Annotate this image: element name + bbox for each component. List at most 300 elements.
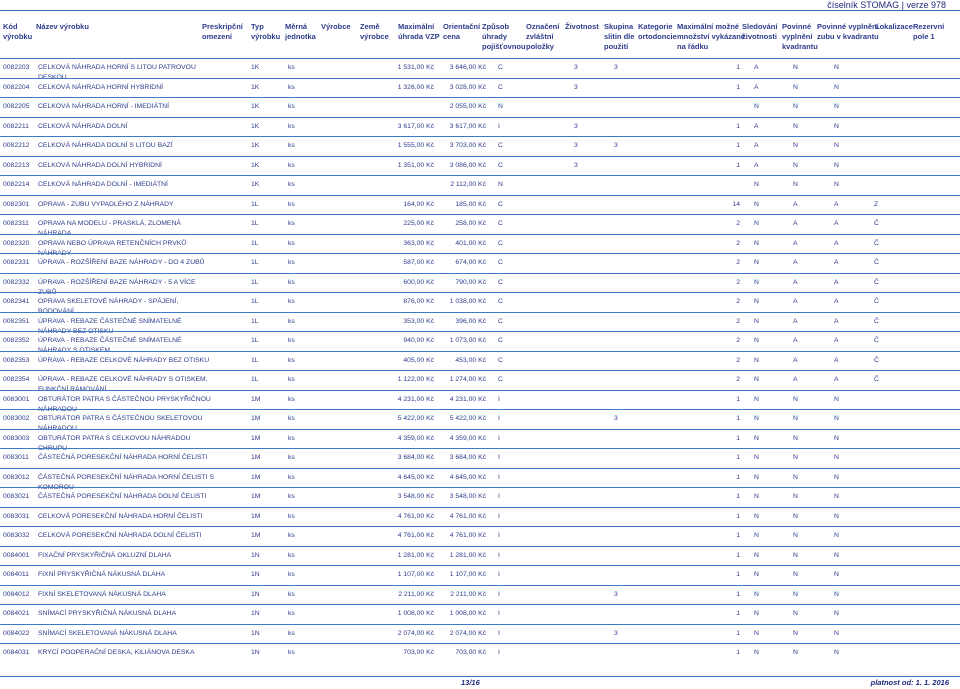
cell-nazev: OBTURÁTOR PATRA S ČÁSTEČNOU SKELETOVOU NÁHRADOU (38, 415, 203, 432)
cell-max: 14 (732, 200, 740, 208)
cell-max: 1 (736, 434, 740, 442)
cell-zub: A (834, 278, 839, 286)
cell-sledovani: N (754, 415, 759, 422)
cell-nazev: CELKOVÁ NÁHRADA HORNÍ - IMEDIÁTNÍ (38, 103, 170, 110)
cell-nazev: CELKOVÁ PORESEKČNÍ NÁHRADA DOLNÍ ČELISTI (38, 532, 202, 539)
table-row (0, 643, 960, 664)
cell-nazev: ČÁSTEČNÁ PORESEKČNÍ NÁHRADA DOLNÍ ČELISTI (38, 493, 207, 500)
cell-cena: 3 548,00 Kč (449, 493, 486, 500)
cell-cena: 1 073,00 Kč (449, 337, 486, 344)
cell-max: 1 (736, 395, 740, 403)
cell-max: 1 (736, 610, 740, 617)
cell-max: 2 (736, 220, 740, 227)
cell-nazev: FIXAČNÍ PRYSKYŘIČNÁ OKLUZNÍ DLAHA (38, 551, 172, 559)
cell-max: 1 (736, 142, 740, 149)
cell-max: 1 (736, 512, 740, 520)
page-number: 13/16 (461, 678, 480, 687)
cell-nazev: OPRAVA NA MODELU - PRASKLÁ, ZLOMENÁ NÁHRADA (38, 220, 181, 237)
cell-typ: 1K (251, 122, 260, 130)
cell-mj: ks (288, 259, 295, 266)
cell-max: 1 (736, 83, 740, 91)
cell-uhrada: 405,00 Kč (403, 356, 434, 364)
cell-typ: 1M (251, 454, 261, 461)
cell-kod: 0083012 (3, 473, 30, 481)
cell-uhrada: 4 761,00 Kč (397, 532, 434, 539)
cell-mj: ks (288, 298, 295, 305)
cell-max: 1 (736, 122, 740, 130)
col-header-uhrada: Maximální úhrada VZP (398, 22, 440, 41)
cell-kod: 0084021 (3, 610, 30, 617)
cell-typ: 1L (251, 239, 259, 247)
cell-rezerva: Č (874, 239, 879, 247)
cell-cena: 4 231,00 Kč (449, 395, 486, 403)
cell-nazev: ÚPRAVA - REBAZE ČÁSTEČNÉ SNÍMATELNÉ NÁHRADY S OTISKEM (38, 337, 182, 354)
table-row (0, 117, 960, 138)
cell-kod: 0083001 (3, 395, 30, 403)
cell-max: 2 (736, 317, 740, 325)
col-header-zivotnost: Životnost (565, 22, 599, 31)
table-row (0, 156, 960, 177)
cell-mj: ks (288, 493, 295, 500)
cell-skupina: 3 (614, 629, 618, 637)
cell-kod: 0082332 (3, 278, 30, 286)
cell-nazev: CELKOVÁ NÁHRADA DOLNÍ (38, 122, 128, 130)
cell-zpusob: C (498, 259, 503, 266)
cell-max: 1 (736, 571, 740, 578)
cell-mj: ks (288, 571, 295, 578)
cell-kvadrant: N (793, 142, 798, 149)
cell-typ: 1L (251, 376, 259, 383)
col-header-kod: Kód výrobku (3, 22, 33, 41)
cell-zpusob: C (498, 161, 503, 169)
col-header-lokalizace: Lokalizace (875, 22, 913, 31)
col-header-skupina: Skupina slitin dle použití (604, 22, 635, 51)
cell-typ: 1L (251, 298, 259, 305)
cell-typ: 1L (251, 317, 259, 325)
cell-zpusob: C (498, 376, 503, 383)
cell-rezerva: Č (874, 376, 879, 383)
cell-mj: ks (288, 200, 295, 208)
cell-mj: ks (288, 122, 295, 130)
cell-typ: 1M (251, 434, 261, 442)
cell-typ: 1M (251, 415, 261, 422)
cell-typ: 1K (251, 161, 260, 169)
cell-zpusob: I (498, 473, 500, 481)
cell-cena: 3 684,00 Kč (449, 454, 486, 461)
table-row (0, 624, 960, 645)
cell-kvadrant: A (793, 317, 798, 325)
cell-cena: 2 055,00 Kč (449, 103, 486, 110)
cell-zpusob: C (498, 200, 503, 208)
table-row (0, 351, 960, 372)
cell-cena: 703,00 Kč (455, 649, 486, 656)
cell-cena: 3 646,00 Kč (449, 64, 486, 71)
cell-nazev: CELKOVÁ NÁHRADA HORNÍ HYBRIDNÍ (38, 83, 164, 91)
cell-uhrada: 4 761,00 Kč (397, 512, 434, 520)
cell-sledovani: N (754, 200, 759, 208)
table-row (0, 546, 960, 567)
cell-sledovani: N (754, 551, 759, 559)
cell-cena: 3 086,00 Kč (449, 161, 486, 169)
cell-zpusob: C (498, 142, 503, 149)
cell-kod: 0082353 (3, 356, 30, 364)
cell-zub: N (834, 512, 839, 520)
cell-cena: 2 112,00 Kč (450, 181, 486, 188)
cell-uhrada: 1 555,00 Kč (397, 142, 434, 149)
cell-kod: 0082341 (3, 298, 30, 305)
cell-mj: ks (288, 454, 295, 461)
cell-sledovani: N (754, 317, 759, 325)
cell-nazev: ÚPRAVA - REBAZE CELKOVÉ NÁHRADY BEZ OTISKU (38, 356, 210, 364)
cell-skupina: 3 (614, 590, 618, 598)
cell-kod: 0082213 (3, 161, 30, 169)
cell-kod: 0082214 (3, 181, 30, 188)
cell-sledovani: N (754, 298, 759, 305)
cell-typ: 1N (251, 590, 260, 598)
cell-zub: A (834, 259, 839, 266)
col-header-max: Maximální možné množství vykázané na řádku (677, 22, 745, 51)
cell-zpusob: I (498, 512, 500, 520)
cell-mj: ks (288, 83, 295, 91)
cell-uhrada: 4 231,00 Kč (397, 395, 434, 403)
cell-sledovani: N (754, 337, 759, 344)
cell-cena: 790,00 Kč (455, 278, 486, 286)
cell-kvadrant: N (793, 571, 798, 578)
cell-zub: N (834, 434, 839, 442)
cell-uhrada: 1 107,00 Kč (397, 571, 434, 578)
cell-zpusob: I (498, 571, 500, 578)
cell-nazev: OBTURÁTOR PATRA S CELKOVOU NÁHRADOU CHRUPU (38, 434, 191, 452)
cell-kod: 0083031 (3, 512, 30, 520)
cell-zub: N (834, 551, 839, 559)
cell-zpusob: I (498, 434, 500, 442)
cell-zub: N (834, 395, 839, 403)
cell-nazev: OPRAVA NEBO ÚPRAVA RETENČNÍCH PRVKŮ NÁHRADY (38, 239, 187, 257)
cell-nazev: FIXNÍ PRYSKYŘIČNÁ NÁKUSNÁ DLAHA (38, 571, 166, 578)
cell-cena: 2 211,00 Kč (450, 590, 486, 598)
cell-kod: 0082203 (3, 64, 30, 71)
cell-cena: 1 281,00 Kč (449, 551, 486, 559)
cell-sledovani: N (754, 395, 759, 403)
cell-kod: 0083011 (3, 454, 29, 461)
cell-max: 1 (736, 532, 740, 539)
cell-typ: 1L (251, 259, 259, 266)
cell-kvadrant: N (793, 103, 798, 110)
cell-uhrada: 1 122,00 Kč (397, 376, 434, 383)
cell-zub: N (834, 415, 839, 422)
col-header-cena: Orientační cena (443, 22, 481, 41)
table-row (0, 58, 960, 79)
cell-mj: ks (288, 181, 295, 188)
cell-zub: N (834, 454, 839, 461)
cell-mj: ks (288, 551, 295, 559)
cell-uhrada: 1 281,00 Kč (397, 551, 434, 559)
cell-nazev: SNÍMACÍ SKELETOVANÁ NÁKUSNÁ DLAHA (38, 629, 177, 637)
cell-kod: 0082351 (3, 317, 30, 325)
cell-uhrada: 3 548,00 Kč (397, 493, 434, 500)
cell-kod: 0082301 (3, 200, 30, 208)
cell-kvadrant: A (793, 337, 798, 344)
cell-nazev: CELKOVÁ NÁHRADA DOLNÍ HYBRIDNÍ (38, 161, 162, 169)
table-row (0, 409, 960, 430)
cell-nazev: ÚPRAVA - REBAZE CELKOVÉ NÁHRADY S OTISKEM, FUNKČNÍ RÁMOVÁNÍ (38, 376, 208, 393)
cell-max: 1 (736, 415, 740, 422)
cell-nazev: KRYCÍ POOPERAČNÍ DESKA, KILIÁNOVA DESKA (38, 649, 195, 656)
col-header-kategorie: Kategorie ortodoncie (638, 22, 677, 41)
cell-sledovani: A (754, 64, 759, 71)
cell-nazev: CELKOVÁ PORESEKČNÍ NÁHRADA HORNÍ ČELISTI (38, 512, 203, 520)
cell-kvadrant: N (793, 649, 798, 656)
cell-mj: ks (288, 356, 295, 364)
cell-typ: 1K (251, 103, 260, 110)
cell-zub: N (834, 493, 839, 500)
cell-zub: N (834, 64, 839, 71)
cell-mj: ks (288, 649, 295, 656)
cell-cena: 3 617,00 Kč (449, 122, 486, 130)
cell-kod: 0082352 (3, 337, 30, 344)
cell-kod: 0082320 (3, 239, 30, 247)
cell-kod: 0082212 (3, 142, 30, 149)
cell-cena: 185,00 Kč (455, 200, 486, 208)
cell-zpusob: I (498, 493, 500, 500)
cell-typ: 1N (251, 649, 260, 656)
cell-max: 1 (736, 649, 740, 656)
cell-nazev: OPRAVA SKELETOVÉ NÁHRADY - SPÁJENÍ, BODOVÁNÍ (38, 298, 179, 315)
cell-typ: 1M (251, 473, 261, 481)
cell-typ: 1L (251, 278, 259, 286)
cell-typ: 1N (251, 629, 260, 637)
cell-zub: N (834, 142, 839, 149)
col-header-sledovani: Sledování životnosti (742, 22, 778, 41)
cell-mj: ks (288, 473, 295, 481)
cell-kod: 0083002 (3, 415, 30, 422)
table-header (0, 0, 960, 58)
cell-mj: ks (288, 415, 295, 422)
cell-zpusob: N (498, 181, 503, 188)
cell-zpusob: I (498, 395, 500, 403)
cell-sledovani: N (754, 259, 759, 266)
table-row (0, 565, 960, 586)
cell-kvadrant: N (793, 551, 798, 559)
cell-kvadrant: A (793, 259, 798, 266)
cell-rezerva: Č (874, 298, 879, 305)
cell-zub: N (834, 181, 839, 188)
cell-cena: 3 028,00 Kč (449, 83, 486, 91)
cell-uhrada: 1 351,00 Kč (397, 161, 434, 169)
cell-kod: 0084031 (3, 649, 30, 656)
cell-rezerva: Č (874, 259, 879, 266)
cell-uhrada: 1 531,00 Kč (397, 64, 434, 71)
cell-skupina: 3 (614, 142, 618, 149)
cell-mj: ks (288, 278, 295, 286)
cell-sledovani: N (754, 278, 759, 286)
cell-zpusob: C (498, 356, 503, 364)
cell-mj: ks (288, 239, 295, 247)
cell-zivotnost: 3 (574, 122, 578, 130)
cell-kvadrant: N (793, 415, 798, 422)
cell-sledovani: N (754, 220, 759, 227)
cell-uhrada: 4 645,00 Kč (397, 473, 434, 481)
cell-zpusob: I (498, 590, 500, 598)
cell-zpusob: I (498, 415, 500, 422)
cell-sledovani: N (754, 376, 759, 383)
cell-sledovani: N (754, 356, 759, 364)
col-header-vyrobce: Výrobce (321, 22, 351, 31)
cell-kod: 0084011 (3, 571, 29, 578)
cell-cena: 401,00 Kč (455, 239, 486, 247)
cell-kvadrant: N (793, 454, 798, 461)
cell-cena: 1 274,00 Kč (449, 376, 486, 383)
cell-cena: 4 359,00 Kč (449, 434, 486, 442)
cell-sledovani: N (754, 590, 759, 598)
cell-zub: N (834, 571, 839, 578)
cell-kvadrant: N (793, 512, 798, 520)
document-title: číselník STOMAG | verze 978 (827, 0, 946, 10)
col-header-typ: Typ výrobku (251, 22, 281, 41)
cell-max: 2 (736, 298, 740, 305)
cell-kod: 0082354 (3, 376, 30, 383)
cell-kod: 0082204 (3, 83, 30, 91)
cell-kvadrant: N (793, 434, 798, 442)
cell-nazev: ČÁSTEČNÁ PORESEKČNÍ NÁHRADA HORNÍ ČELISTI (38, 454, 208, 461)
table-row (0, 97, 960, 118)
cell-kvadrant: N (793, 473, 798, 481)
col-header-oznaceni: Označení zvláštní položky (526, 22, 560, 51)
cell-typ: 1L (251, 220, 259, 227)
cell-max: 1 (736, 64, 740, 71)
cell-typ: 1N (251, 551, 260, 559)
cell-kvadrant: A (793, 239, 798, 247)
cell-typ: 1K (251, 142, 260, 149)
cell-zpusob: C (498, 337, 503, 344)
table-row (0, 429, 960, 450)
table-row (0, 507, 960, 528)
cell-max: 1 (736, 551, 740, 559)
cell-zivotnost: 3 (574, 142, 578, 149)
cell-rezerva: Č (874, 317, 879, 325)
table-row (0, 604, 960, 625)
cell-uhrada: 225,00 Kč (403, 220, 434, 227)
cell-typ: 1M (251, 395, 261, 403)
cell-uhrada: 353,00 Kč (403, 317, 434, 325)
cell-zpusob: I (498, 454, 500, 461)
cell-sledovani: N (754, 649, 759, 656)
cell-max: 2 (736, 239, 740, 247)
cell-nazev: FIXNÍ SKELETOVANÁ NÁKUSNÁ DLAHA (38, 590, 166, 598)
col-header-zpusob: Způsob úhrady pojišťovnou (482, 22, 526, 51)
cell-uhrada: 3 617,00 Kč (397, 122, 434, 130)
cell-max: 1 (736, 590, 740, 598)
table-row (0, 448, 960, 469)
cell-cena: 1 008,00 Kč (449, 610, 486, 617)
cell-rezerva: Z (874, 200, 879, 208)
cell-kvadrant: N (793, 629, 798, 637)
cell-skupina: 3 (614, 415, 618, 422)
cell-zub: A (834, 376, 839, 383)
col-header-preskripce: Preskripční omezení (202, 22, 243, 41)
table-row (0, 195, 960, 216)
cell-kvadrant: N (793, 493, 798, 500)
cell-skupina: 3 (614, 64, 618, 71)
cell-nazev: OPRAVA - ZUBU VYPADLÉHO Z NÁHRADY (38, 200, 174, 208)
cell-kvadrant: A (793, 356, 798, 364)
cell-uhrada: 703,00 Kč (403, 649, 434, 656)
cell-sledovani: N (754, 473, 759, 481)
cell-kod: 0084001 (3, 551, 30, 559)
cell-sledovani: N (754, 181, 759, 188)
cell-max: 1 (736, 629, 740, 637)
table-row (0, 487, 960, 508)
cell-zub: A (834, 356, 839, 364)
cell-zpusob: C (498, 239, 503, 247)
cell-sledovani: A (754, 83, 759, 91)
cell-zpusob: C (498, 83, 503, 91)
cell-kod: 0082211 (3, 122, 29, 130)
cell-sledovani: N (754, 493, 759, 500)
cell-cena: 4 645,00 Kč (449, 473, 486, 481)
cell-typ: 1K (251, 181, 260, 188)
cell-cena: 3 703,00 Kč (449, 142, 486, 149)
cell-zub: N (834, 161, 839, 169)
col-header-zeme: Země výrobce (360, 22, 389, 41)
cell-kvadrant: N (793, 610, 798, 617)
cell-sledovani: N (754, 512, 759, 520)
cell-kvadrant: A (793, 278, 798, 286)
cell-max: 1 (736, 161, 740, 169)
cell-sledovani: N (754, 239, 759, 247)
cell-cena: 453,00 Kč (455, 356, 486, 364)
cell-cena: 2 074,00 Kč (449, 629, 486, 637)
table-row (0, 390, 960, 411)
table-row (0, 331, 960, 352)
cell-kvadrant: N (793, 83, 798, 91)
cell-mj: ks (288, 395, 295, 403)
cell-max: 1 (736, 473, 740, 481)
cell-kvadrant: N (793, 181, 798, 188)
cell-sledovani: N (754, 629, 759, 637)
cell-kvadrant: N (793, 590, 798, 598)
table-row (0, 312, 960, 333)
cell-zub: N (834, 473, 839, 481)
cell-nazev: ÚPRAVA - ROZŠÍŘENÍ BAZE NÁHRADY - 5 A VÍCE ZUBŮ (38, 278, 196, 296)
cell-zub: N (834, 610, 839, 617)
cell-zub: N (834, 83, 839, 91)
cell-kod: 0083021 (3, 493, 30, 500)
footer-rule (0, 676, 960, 677)
cell-kod: 0082205 (3, 103, 30, 110)
cell-typ: 1L (251, 337, 259, 344)
cell-kvadrant: N (793, 395, 798, 403)
cell-kvadrant: N (793, 122, 798, 130)
cell-uhrada: 1 326,00 Kč (397, 83, 434, 91)
cell-zpusob: I (498, 532, 500, 539)
cell-kod: 0082331 (3, 259, 30, 266)
cell-max: 2 (736, 278, 740, 286)
cell-mj: ks (288, 103, 295, 110)
cell-zpusob: C (498, 64, 503, 71)
cell-nazev: CELKOVÁ NÁHRADA HORNÍ S LITOU PATROVOU DESKOU (38, 64, 196, 81)
table-row (0, 370, 960, 391)
cell-kvadrant: N (793, 161, 798, 169)
cell-zpusob: C (498, 278, 503, 286)
cell-rezerva: Č (874, 278, 879, 286)
cell-max: 1 (736, 454, 740, 461)
cell-max: 2 (736, 376, 740, 383)
cell-uhrada: 876,00 Kč (403, 298, 434, 305)
cell-kod: 0084012 (3, 590, 30, 598)
cell-max: 1 (736, 493, 740, 500)
cell-kvadrant: A (793, 200, 798, 208)
